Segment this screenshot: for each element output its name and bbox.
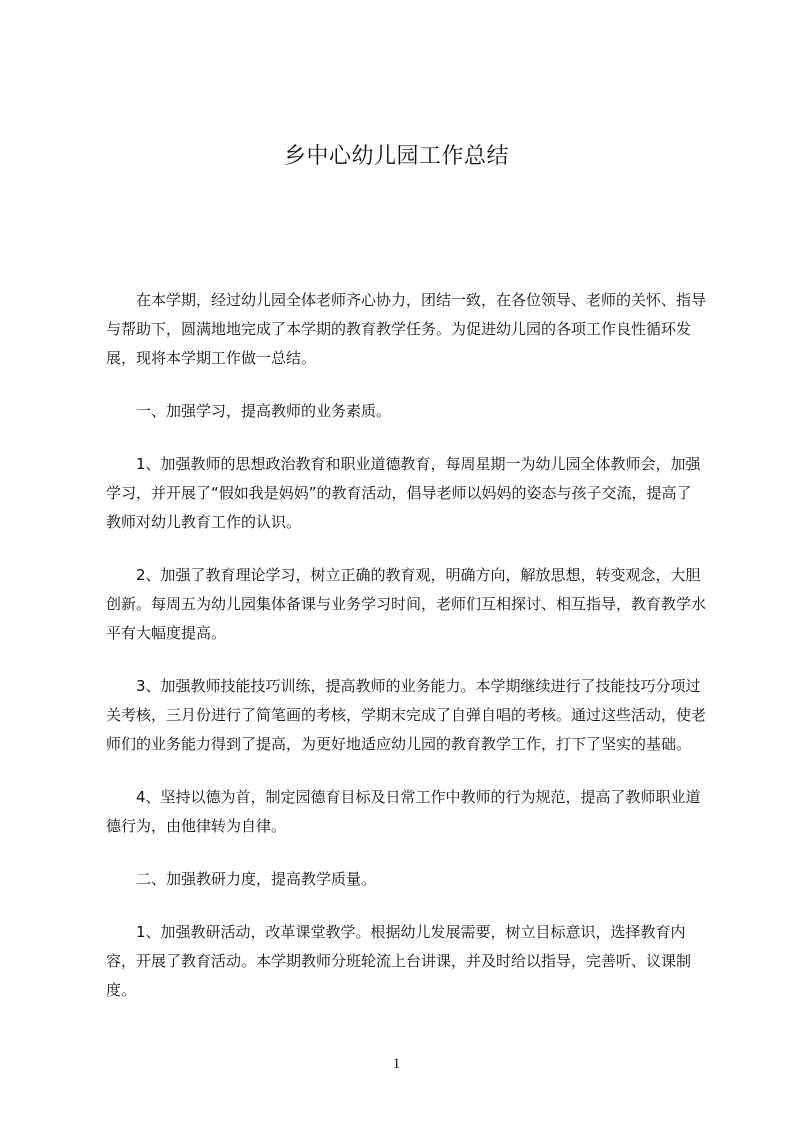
section-1-item-1: 1、加强教师的思想政治教育和职业道德教育，每周星期一为幼儿园全体教师会，加强学习，并开展了“假如我是妈妈”的教育活动，倡导老师以妈妈的姿态与孩子交流，提高了教师对幼儿教育工作的认识。 (106, 455, 701, 531)
section-heading-1: 一、加强学习，提高教师的业务素质。 (136, 402, 392, 420)
document-title: 乡中心幼儿园工作总结 (283, 144, 509, 169)
section-2-item-1: 1、加强教研活动，改革课堂教学。根据幼儿发展需要，树立目标意识，选择教育内容，开展了教育活动。本学期教师分班轮流上台讲课，并及时给以指导，完善听、议课制度。 (106, 923, 692, 999)
section-1-item-3: 3、加强教师技能技巧训练，提高教师的业务能力。本学期继续进行了技能技巧分项过关考核，三月份进行了简笔画的考核，学期末完成了自弹自唱的考核。通过这些活动，使老师们的业务能力得到了提高，为更好地适应幼儿园的教育教学工作，打下了坚实的基础。 (106, 677, 707, 753)
intro-paragraph: 在本学期，经过幼儿园全体老师齐心协力，团结一致，在各位领导、老师的关怀、指导与帮助下，圆满地地完成了本学期的教育教学任务。为促进幼儿园的各项工作良性循环发展，现将本学期工作做一总结。 (106, 291, 707, 367)
document-body (106, 286, 706, 1029)
page-number: 1 (392, 1056, 401, 1072)
section-heading-2: 二、加强教研力度，提高教学质量。 (136, 870, 377, 888)
section-1-item-4: 4、坚持以德为首，制定园德育目标及日常工作中教师的行为规范，提高了教师职业道德行为，由他律转为自律。 (106, 788, 701, 835)
section-1-item-2: 2、加强了教育理论学习，树立正确的教育观，明确方向，解放思想，转变观念，大胆创新。每周五为幼儿园集体备课与业务学习时间，老师们互相探讨、相互指导，教育教学水平有大幅度提高。 (106, 566, 707, 642)
